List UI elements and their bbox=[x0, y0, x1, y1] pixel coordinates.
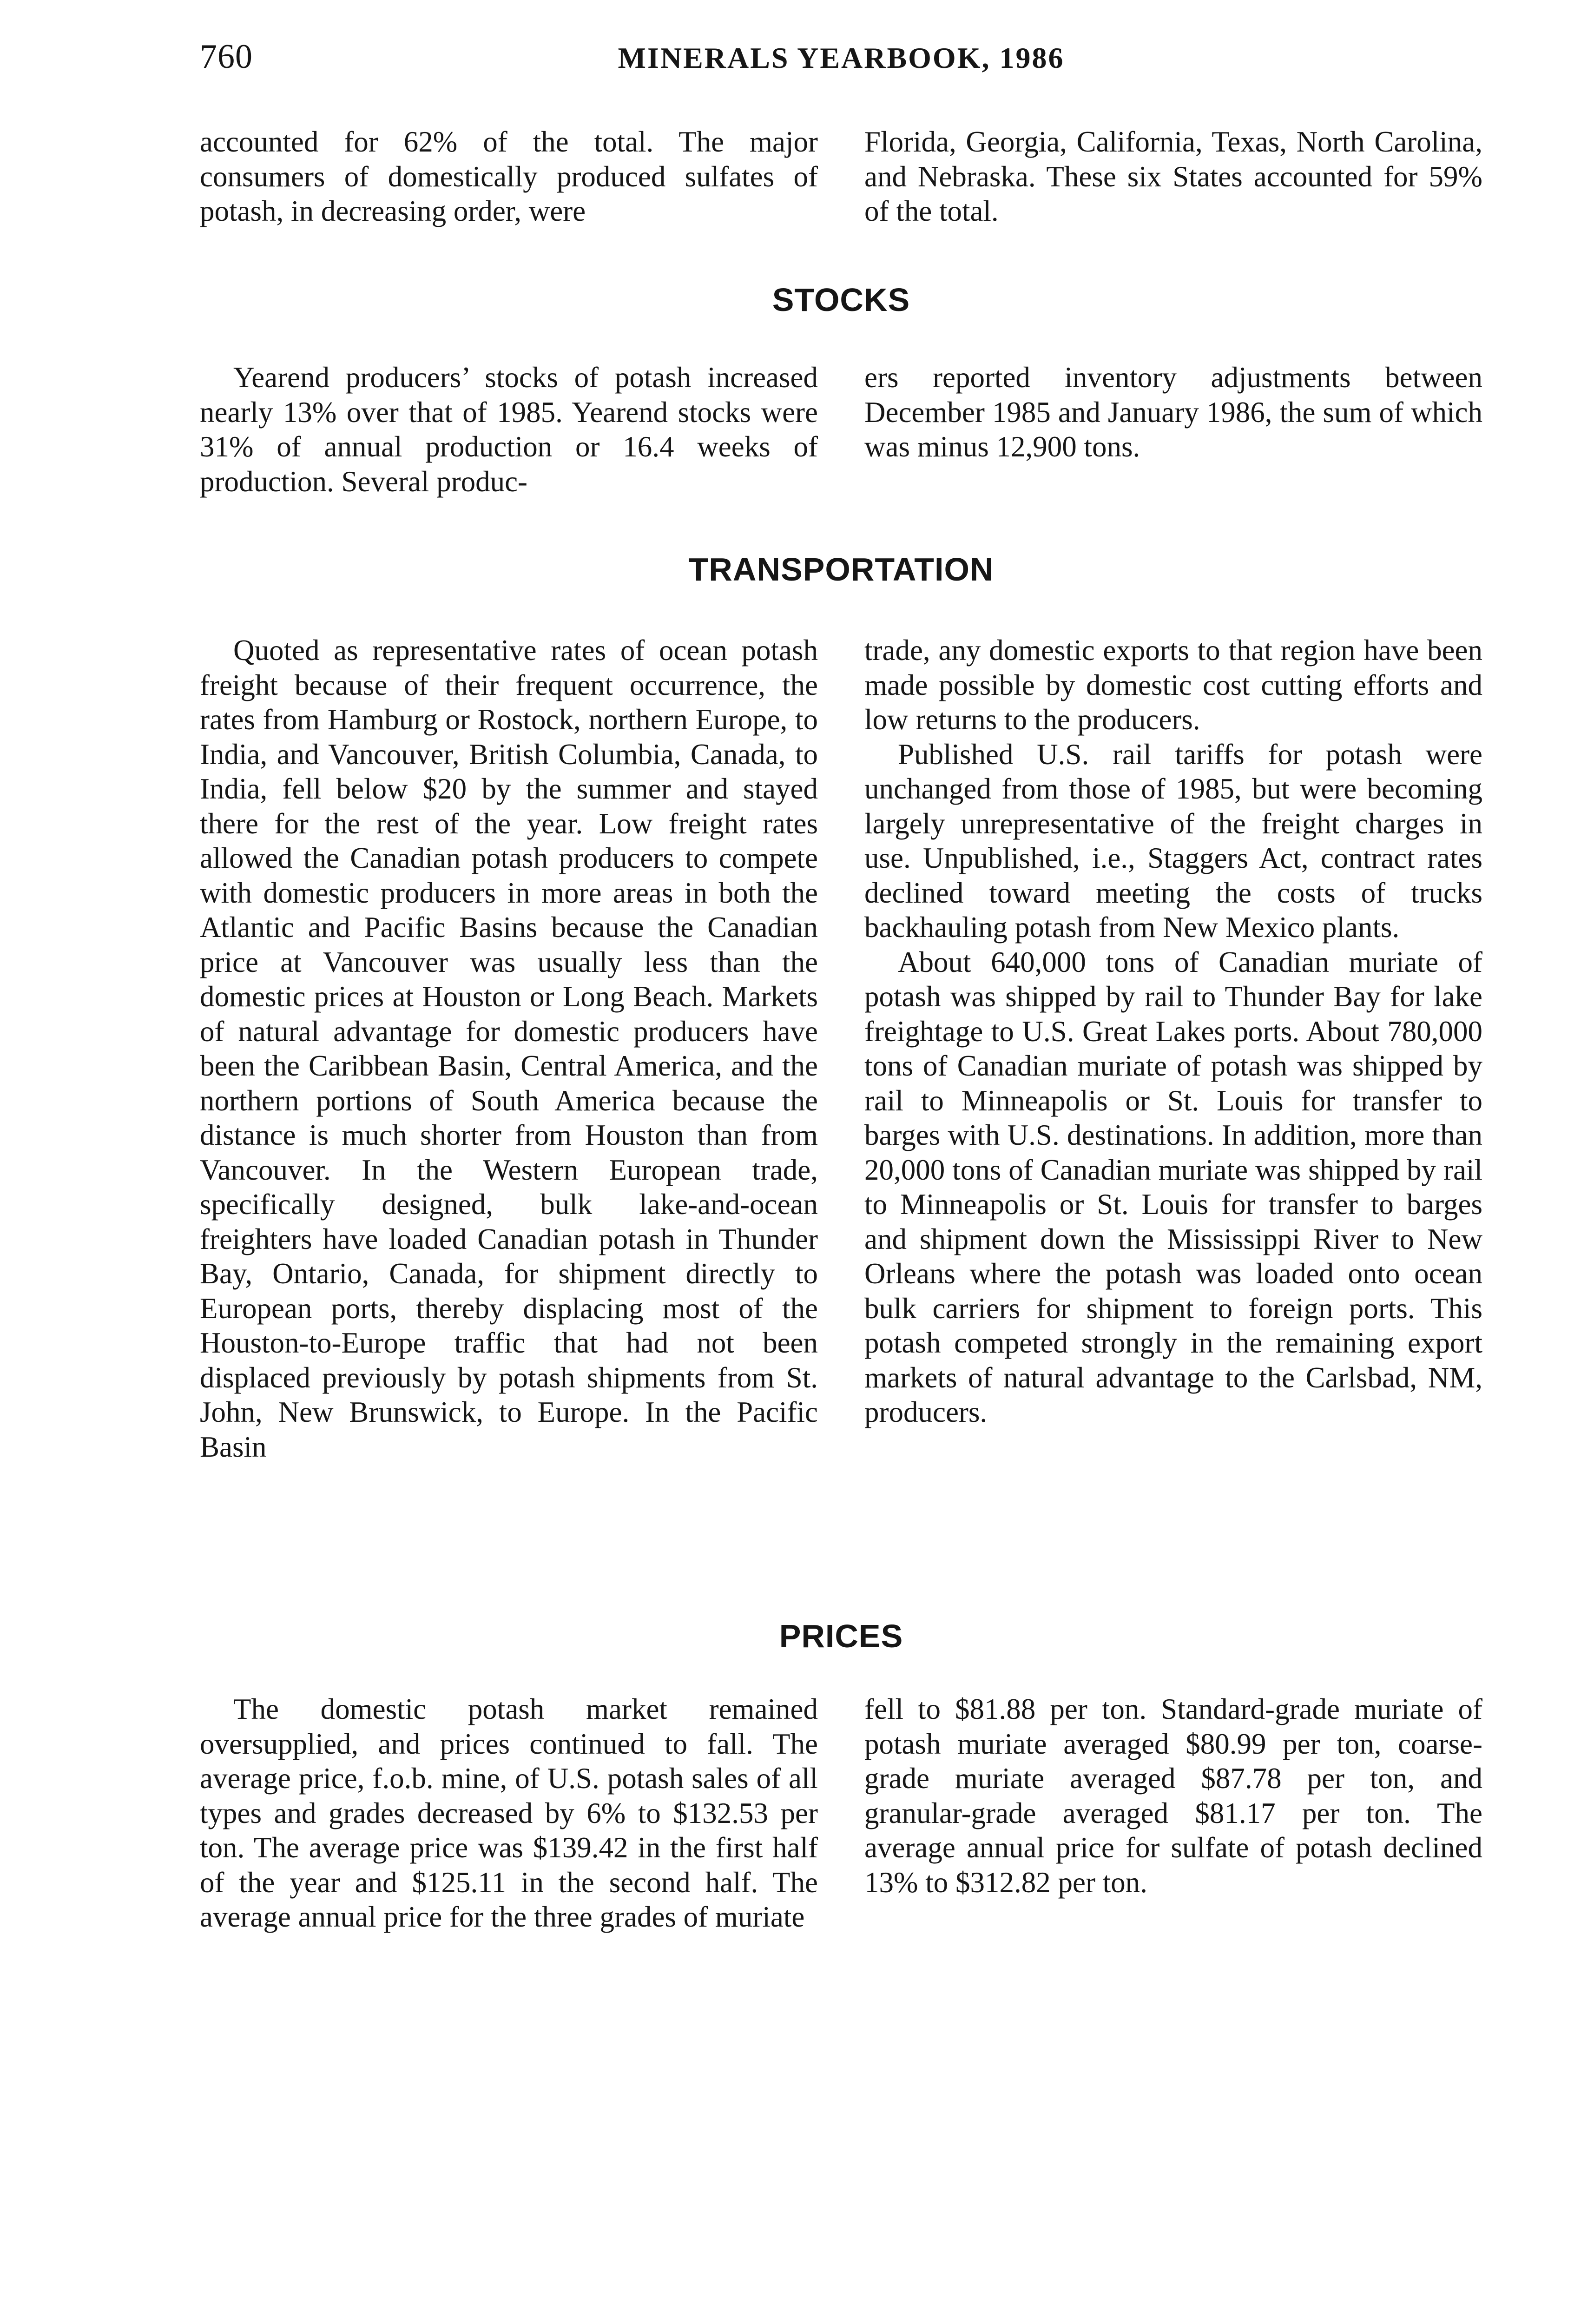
transportation-right-column bbox=[864, 633, 1482, 1464]
prices-heading: PRICES bbox=[779, 1618, 903, 1654]
intro-section bbox=[200, 125, 1482, 229]
prices-right-column bbox=[864, 1692, 1482, 1934]
stocks-right-paragraph: ers reported inventory adjustments between December 1985 and January 1986, the sum of which was minus 12,900 tons. bbox=[864, 361, 1482, 463]
transportation-right-paragraph-2: Published U.S. rail tariffs for potash were unchanged from those of 1985, but were becoming largely unrepresentative of the freight charges in use. Unpublished, i.e., Staggers Act, contract rates declined toward meeting the costs of trucks backhauling potash from New Mexico plants. bbox=[864, 738, 1482, 944]
transportation-heading: TRANSPORTATION bbox=[688, 551, 994, 588]
intro-left-column bbox=[200, 125, 818, 229]
stocks-section bbox=[200, 360, 1482, 499]
transportation-section bbox=[200, 633, 1482, 1464]
intro-right-paragraph: Florida, Georgia, California, Texas, North Carolina, and Nebraska. These six States accounted for 59% of the total. bbox=[864, 125, 1482, 227]
prices-left-column bbox=[200, 1692, 818, 1934]
transportation-left-paragraph: Quoted as representative rates of ocean potash freight because of their frequent occurrence, the rates from Hamburg or Rostock, northern Europe, to India, and Vancouver, British Columbia, Canada, to India, fell below $20 by the summer and stayed there for the rest of the year. Low freight rates allowed the Canadian potash producers to compete with domestic producers in more areas in both the Atlantic and Pacific Basins because the Canadian price at Vancouver was usually less than the domestic prices at Houston or Long Beach. Markets of natural advantage for domestic producers have been the Caribbean Basin, Central America, and the northern portions of South America because the distance is much shorter from Houston than from Vancouver. In the Western European trade, specifically designed, bulk lake-and-ocean freighters have loaded Canadian potash in Thunder Bay, Ontario, Canada, for shipment directly to European ports, thereby displacing most of the Houston-to-Europe traffic that had not been displaced previously by potash shipments from St. John, New Brunswick, to Europe. In the Pacific Basin bbox=[200, 634, 818, 1463]
stocks-heading: STOCKS bbox=[772, 282, 910, 318]
prices-section bbox=[200, 1692, 1482, 1934]
intro-right-column bbox=[864, 125, 1482, 229]
stocks-left-paragraph: Yearend producers’ stocks of potash increased nearly 13% over that of 1985. Yearend stocks were 31% of annual production or 16.4 weeks of production. Several produc- bbox=[200, 361, 818, 498]
page-number: 760 bbox=[200, 38, 253, 76]
running-head: MINERALS YEARBOOK, 1986 bbox=[618, 41, 1065, 74]
prices-right-paragraph: fell to $81.88 per ton. Standard-grade muriate of potash muriate averaged $80.99 per ton, coarse-grade muriate averaged $87.78 per ton, and granular-grade averaged $81.17 per ton. The average annual price for sulfate of potash declined 13% to $312.82 per ton. bbox=[864, 1693, 1482, 1899]
prices-left-paragraph: The domestic potash market remained oversupplied, and prices continued to fall. The average price, f.o.b. mine, of U.S. potash sales of all types and grades decreased by 6% to $132.53 per ton. The average price was $139.42 in the first half of the year and $125.11 in the second half. The average annual price for the three grades of muriate bbox=[200, 1693, 818, 1933]
stocks-right-column bbox=[864, 360, 1482, 499]
transportation-right-paragraph-1: trade, any domestic exports to that region have been made possible by domestic cost cutting efforts and low returns to the producers. bbox=[864, 634, 1482, 736]
transportation-right-paragraph-3: About 640,000 tons of Canadian muriate of potash was shipped by rail to Thunder Bay for lake freightage to U.S. Great Lakes ports. About 780,000 tons of Canadian muriate of potash was shipped by rail to Minneapolis or St. Louis for transfer to barges with U.S. destinations. In addition, more than 20,000 tons of Canadian muriate was shipped by rail to Minneapolis or St. Louis for transfer to barges and shipment down the Mississippi River to New Orleans where the potash was loaded onto ocean bulk carriers for shipment to foreign ports. This potash competed strongly in the remaining export markets of natural advantage to the Carlsbad, NM, producers. bbox=[864, 945, 1482, 1428]
transportation-left-column bbox=[200, 633, 818, 1464]
stocks-left-column bbox=[200, 360, 818, 499]
page-header bbox=[200, 37, 1482, 88]
intro-left-paragraph: accounted for 62% of the total. The major consumers of domestically produced sulfates of potash, in decreasing order, were bbox=[200, 125, 818, 227]
